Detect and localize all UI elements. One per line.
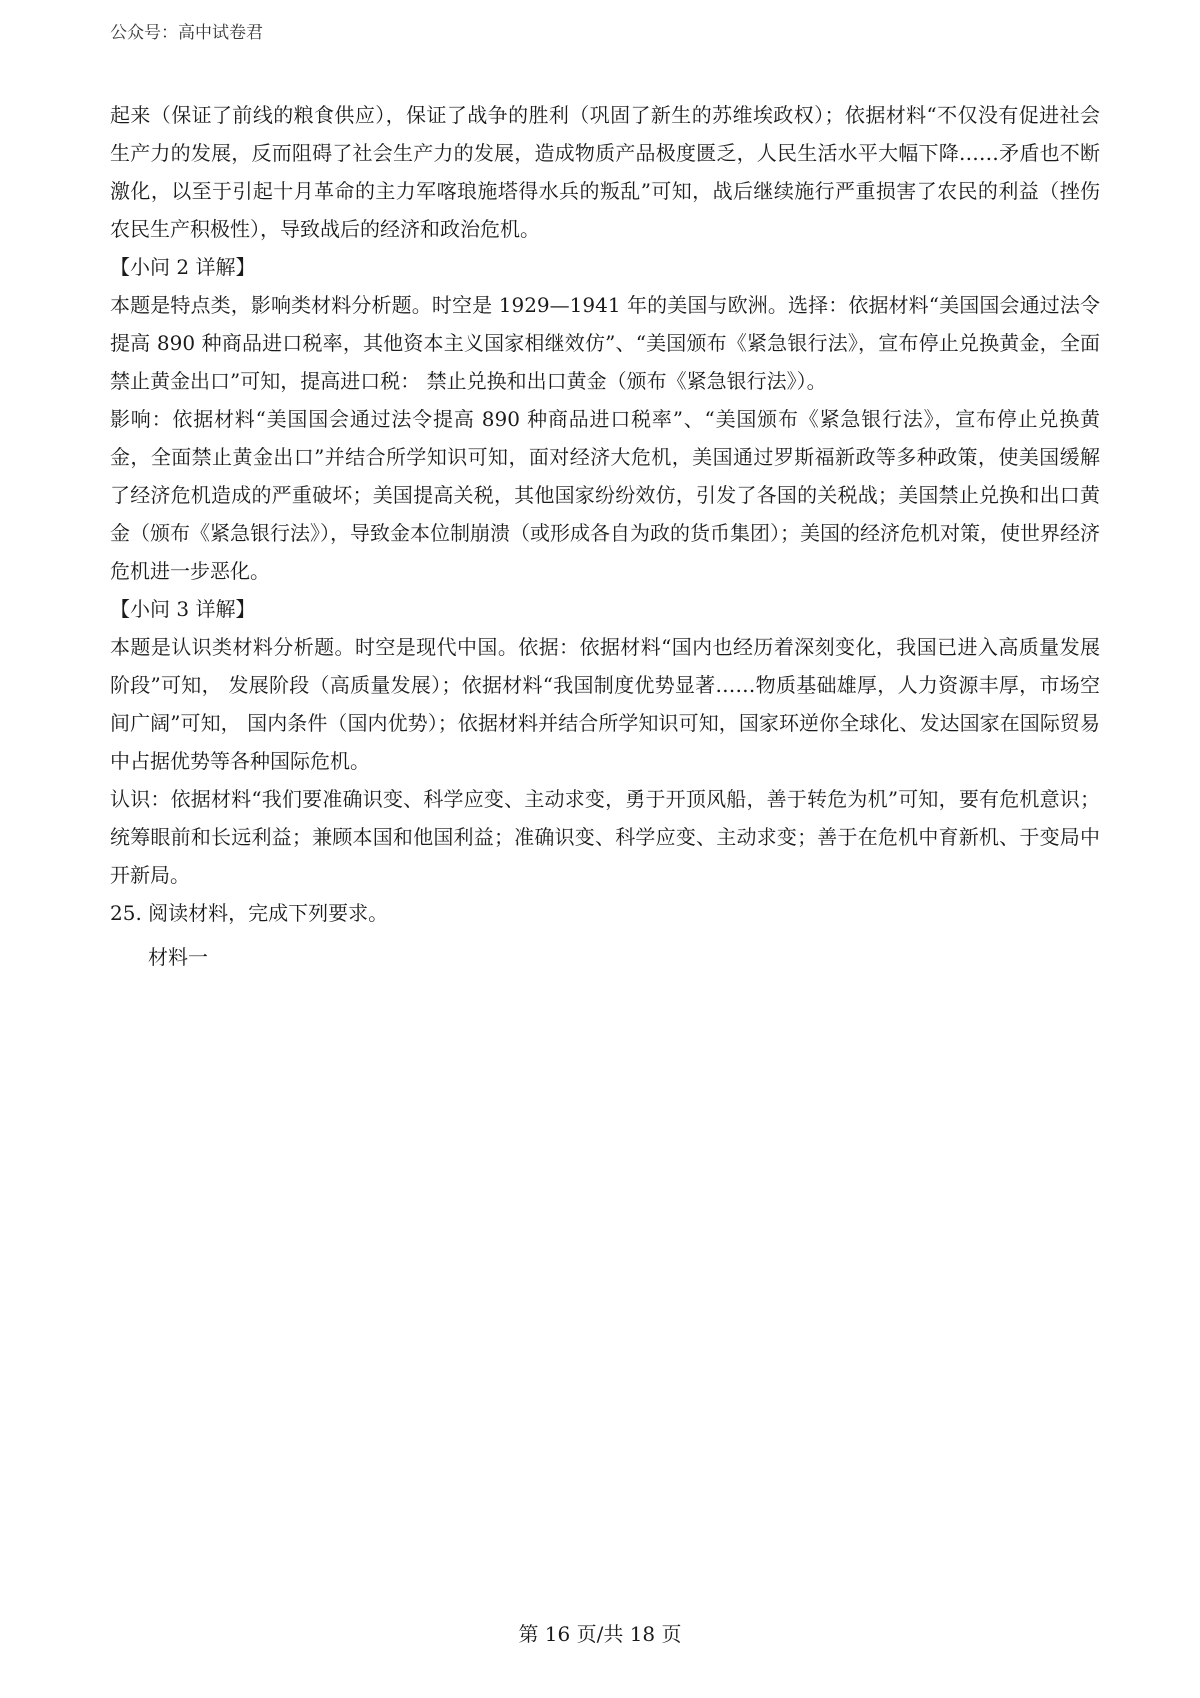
answer-paragraph-1: 起来（保证了前线的粮食供应），保证了战争的胜利（巩固了新生的苏维埃政权）；依据材料“不仅没有促进社会生产力的发展，反而阻碍了社会生产力的发展，造成物质产品极度匮乏，人民生活水平大幅下降……矛盾也不断激化，以至于引起十月革命的主力军喀琅施塔得水兵的叛乱”可知，战后继续施行严重损害了农民的利益（挫伤农民生产积极性），导致战后的经济和政治危机。 [110,103,1100,241]
answer-paragraph-5: 认识：依据材料“我们要准确识变、科学应变、主动求变，勇于开顶风船，善于转危为机”可知，要有危机意识； 统筹眼前和长远利益；兼顾本国和他国利益；准确识变、科学应变、主动求变；善于在危机中育新机、于变局中开新局。 [110,787,1100,887]
answer-paragraph-2: 本题是特点类，影响类材料分析题。时空是 1929—1941 年的美国与欧洲。选择：依据材料“美国国会通过法令提高 890 种商品进口税率，其他资本主义国家相继效仿”、“美国颁布《紧急银行法》，宣布停止兑换黄金，全面禁止黄金出口”可知，提高进口税： 禁止兑换和出口黄金（颁布《紧急银行法》）。 [110,293,1100,393]
answer-paragraph-3: 影响：依据材料“美国国会通过法令提高 890 种商品进口税率”、“美国颁布《紧急银行法》，宣布停止兑换黄金，全面禁止黄金出口”并结合所学知识可知，面对经济大危机，美国通过罗斯福新政等多种政策，使美国缓解了经济危机造成的严重破坏；美国提高关税，其他国家纷纷效仿，引发了各国的关税战；美国禁止兑换和出口黄金（颁布《紧急银行法》），导致金本位制崩溃（或形成各自为政的货币集团）；美国的经济危机对策，使世界经济危机进一步恶化。 [110,407,1100,583]
subquestion-2-heading: 【小问 2 详解】 [110,255,256,279]
answer-paragraph-4: 本题是认识类材料分析题。时空是现代中国。依据：依据材料“国内也经历着深刻变化，我国已进入高质量发展阶段”可知， 发展阶段（高质量发展）；依据材料“我国制度优势显著……物质基础雄厚，人力资源丰厚，市场空间广阔”可知， 国内条件（国内优势）；依据材料并结合所学知识可知，国家环逆你全球化、发达国家在国际贸易中占据优势等各种国际危机。 [110,635,1100,773]
material-one-label: 材料一 [148,945,208,969]
header-note: 公众号：高中试卷君 [110,23,263,43]
question-25-prompt: 25. 阅读材料，完成下列要求。 [110,901,389,925]
subquestion-3-heading: 【小问 3 详解】 [110,597,256,621]
document-body [110,96,1100,976]
page-number: 第 16 页/共 18 页 [518,1622,682,1646]
